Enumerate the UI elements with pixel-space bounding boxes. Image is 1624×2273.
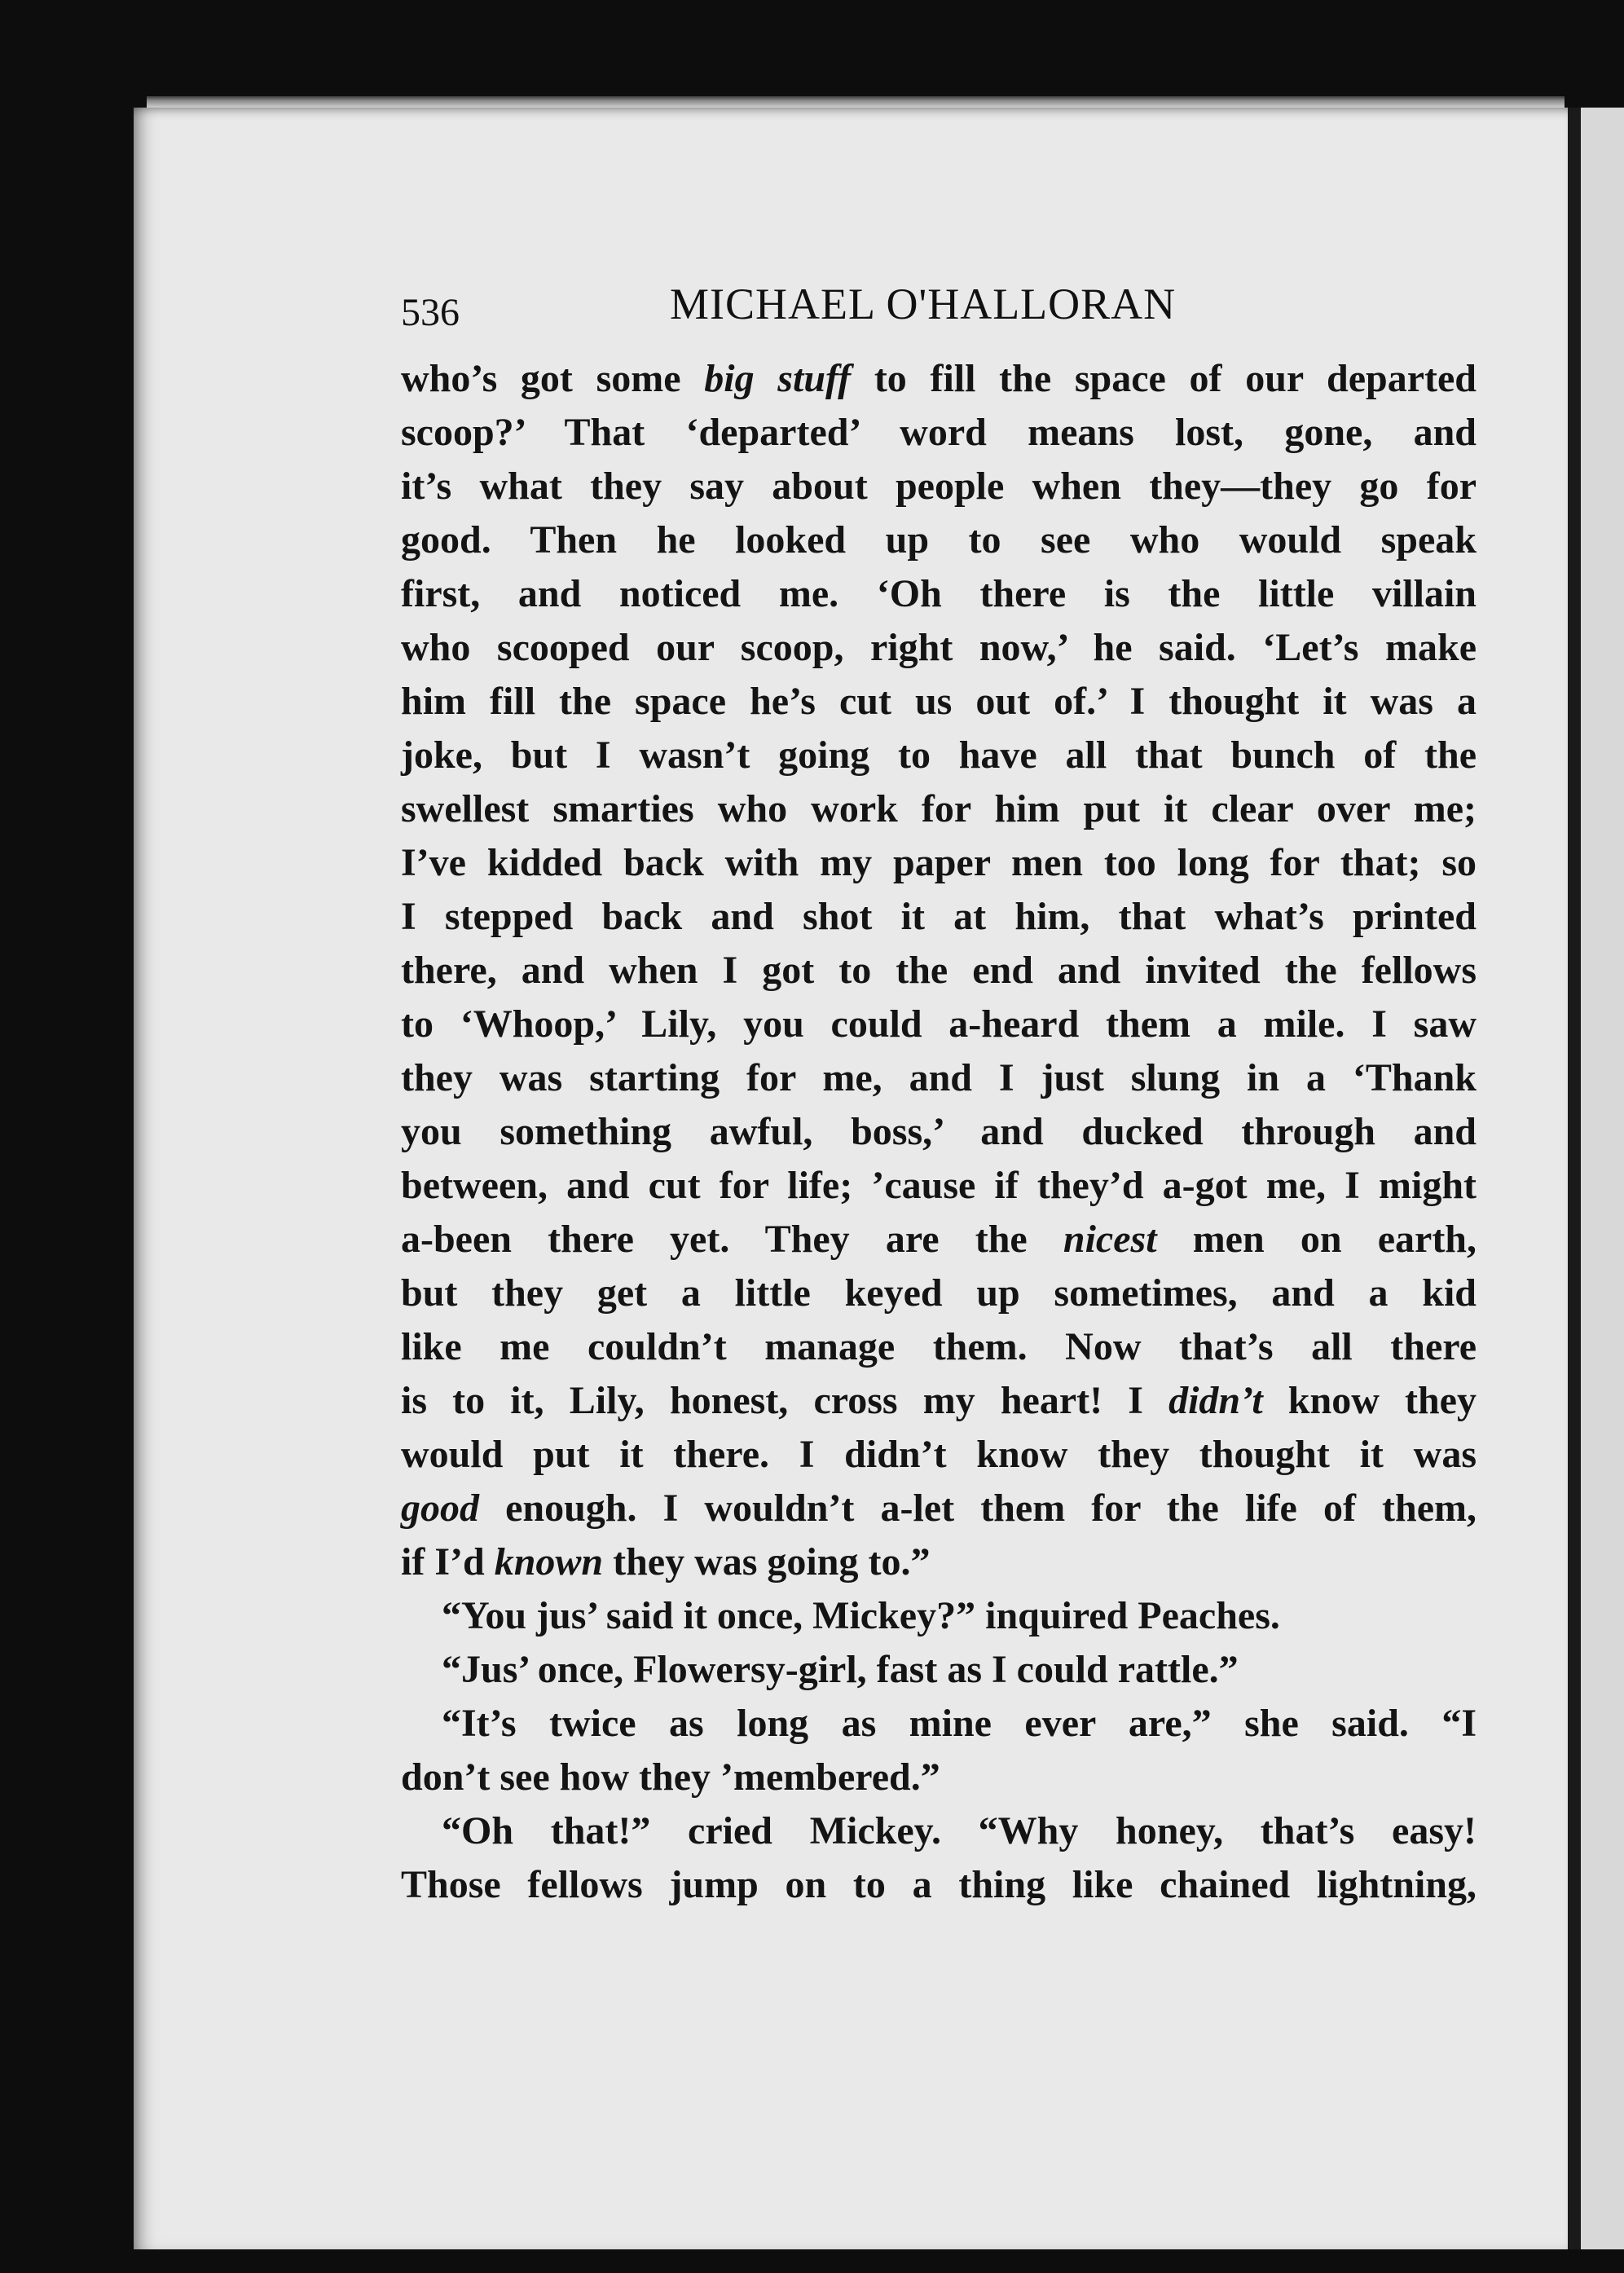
page-gutter-shadow <box>1568 108 1581 2249</box>
text-line-start: good. Then he looked up to see who would speak <box>401 518 1477 562</box>
text-line-start: but they get a little keyed up sometimes, and a kid <box>401 1271 1477 1315</box>
italic-emphasis: known <box>494 1540 604 1584</box>
text-line <box>401 1374 1477 1428</box>
text-line <box>401 1159 1477 1213</box>
text-line <box>401 998 1477 1051</box>
text-line <box>401 1804 1477 1858</box>
text-line-start: swellest smarties who work for him put it clear over me; <box>401 787 1477 830</box>
text-line-start: they was starting for me, and I just slung in a ‘Thank <box>401 1056 1477 1099</box>
text-line-start: scoop?’ That ‘departed’ word means lost, gone, and <box>401 411 1477 454</box>
text-line-end: they was going to.” <box>603 1540 931 1584</box>
text-line-start: it’s what they say about people when they—they go for <box>401 465 1477 508</box>
italic-emphasis: nicest <box>1063 1218 1157 1261</box>
text-line-start: don’t see how they ’membered.” <box>401 1755 940 1799</box>
text-line-start: a-been there yet. They are the <box>401 1218 1063 1261</box>
text-line-start: who’s got some <box>401 357 705 400</box>
text-line-end: know they <box>1262 1379 1477 1422</box>
text-line <box>401 782 1477 836</box>
text-line <box>401 621 1477 675</box>
text-line-start: joke, but I wasn’t going to have all that bunch of the <box>401 733 1477 777</box>
page-number: 536 <box>401 291 460 334</box>
text-line <box>401 890 1477 944</box>
italic-emphasis: good <box>401 1487 479 1530</box>
text-line <box>401 567 1477 621</box>
text-line-start: you something awful, boss,’ and ducked through and <box>401 1110 1477 1153</box>
text-line <box>401 1589 1477 1643</box>
body-text <box>401 352 1477 1912</box>
text-line <box>401 1428 1477 1482</box>
text-line <box>401 1213 1477 1266</box>
text-line <box>401 1697 1477 1751</box>
text-line-start: like me couldn’t manage them. Now that’s all there <box>401 1325 1477 1368</box>
text-line <box>401 1320 1477 1374</box>
text-line <box>401 1643 1477 1697</box>
text-line-start: who scooped our scoop, right now,’ he said. ‘Let’s make <box>401 626 1477 669</box>
text-line <box>401 836 1477 890</box>
text-line-start: there, and when I got to the end and invited the fellows <box>401 949 1477 992</box>
text-line-end: men on earth, <box>1156 1218 1477 1261</box>
text-line <box>401 406 1477 460</box>
text-line <box>401 729 1477 782</box>
text-line-start: first, and noticed me. ‘Oh there is the little villain <box>401 572 1477 615</box>
text-line <box>401 944 1477 998</box>
text-line <box>401 460 1477 513</box>
text-line <box>401 1051 1477 1105</box>
text-line <box>401 513 1477 567</box>
text-line <box>401 1751 1477 1804</box>
italic-emphasis: big stuff <box>704 357 852 400</box>
text-line <box>401 1105 1477 1159</box>
text-line-start: “You jus’ said it once, Mickey?” inquired Peaches. <box>442 1594 1280 1637</box>
text-line-start: I stepped back and shot it at him, that what’s printed <box>401 895 1477 938</box>
text-line-start: to ‘Whoop,’ Lily, you could a-heard them a mile. I saw <box>401 1002 1477 1046</box>
text-line <box>401 1266 1477 1320</box>
page-header <box>401 279 1477 352</box>
text-line-start: is to it, Lily, honest, cross my heart! I <box>401 1379 1169 1422</box>
text-line <box>401 1858 1477 1912</box>
text-line-start: “It’s twice as long as mine ever are,” she said. “I <box>442 1702 1477 1745</box>
text-line-start: “Oh that!” cried Mickey. “Why honey, that’s easy! <box>442 1809 1477 1852</box>
text-line-start: “Jus’ once, Flowersy-girl, fast as I could rattle.” <box>442 1648 1239 1691</box>
text-line-end: to fill the space of our departed <box>851 357 1477 400</box>
next-page-edge <box>1581 108 1624 2249</box>
text-line-end: enough. I wouldn’t a-let them for the life of them, <box>479 1487 1477 1530</box>
text-line <box>401 1482 1477 1535</box>
text-line <box>401 675 1477 729</box>
italic-emphasis: didn’t <box>1168 1379 1263 1422</box>
text-line-start: Those fellows jump on to a thing like chained lightning, <box>401 1863 1477 1906</box>
text-line <box>401 352 1477 406</box>
text-line-start: I’ve kidded back with my paper men too long for that; so <box>401 841 1477 884</box>
text-line-start: him fill the space he’s cut us out of.’ I thought it was a <box>401 680 1477 723</box>
text-line-start: if I’d <box>401 1540 495 1584</box>
text-line-start: between, and cut for life; ’cause if they’d a-got me, I might <box>401 1164 1477 1207</box>
running-head: MICHAEL O'HALLORAN <box>670 280 1177 328</box>
text-line-start: would put it there. I didn’t know they thought it was <box>401 1433 1477 1476</box>
text-line <box>401 1535 1477 1589</box>
page-top-edge <box>147 96 1565 108</box>
